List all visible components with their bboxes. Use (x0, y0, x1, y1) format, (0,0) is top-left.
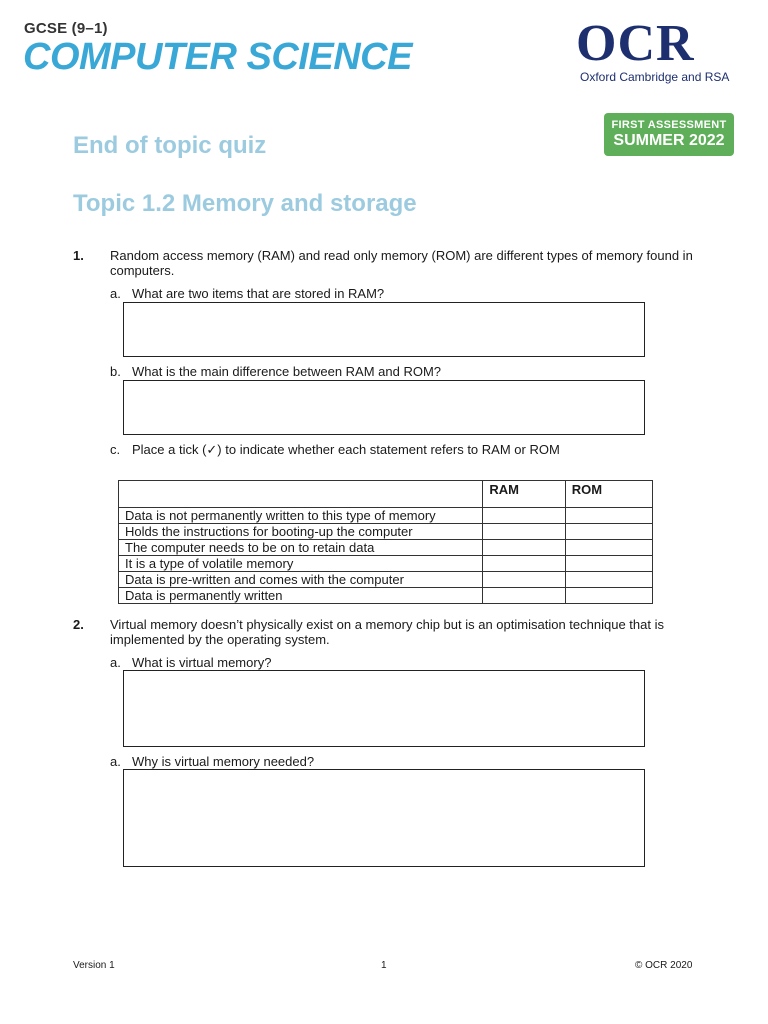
subject-title: COMPUTER SCIENCE (23, 36, 412, 78)
statement-cell: Holds the instructions for booting-up the computer (119, 524, 483, 540)
logo-tagline: Oxford Cambridge and RSA (580, 70, 730, 84)
question-2b-text: Why is virtual memory needed? (132, 754, 315, 769)
table-row (119, 540, 653, 556)
question-1b-letter: b. (110, 364, 121, 379)
question-2-text: Virtual memory doesn’t physically exist on a memory chip but is an optimisation technique that is implemented by the operating system. (110, 617, 664, 647)
answer-box-1b[interactable] (123, 380, 645, 435)
question-2a-letter: a. (110, 655, 121, 670)
footer-page-number: 1 (381, 960, 387, 971)
rom-tick-cell[interactable] (565, 524, 652, 540)
page-title: End of topic quiz (73, 132, 267, 159)
qualification-label: GCSE (9–1) (24, 20, 108, 37)
table-row (119, 572, 653, 588)
ram-tick-cell[interactable] (483, 556, 565, 572)
ram-tick-cell[interactable] (483, 508, 565, 524)
first-assessment-badge (604, 113, 734, 156)
question-1b-label (110, 364, 441, 379)
ram-tick-cell[interactable] (483, 572, 565, 588)
statement-cell: It is a type of volatile memory (119, 556, 483, 572)
question-1-number: 1. (73, 248, 84, 263)
footer-version: Version 1 (73, 960, 115, 971)
question-1a-letter: a. (110, 286, 121, 301)
rom-tick-cell[interactable] (565, 556, 652, 572)
badge-line-1: FIRST ASSESSMENT (611, 119, 727, 131)
rom-tick-cell[interactable] (565, 540, 652, 556)
table-row (119, 508, 653, 524)
statement-cell: Data is pre-written and comes with the computer (119, 572, 483, 588)
footer-copyright: © OCR 2020 (635, 960, 693, 971)
rom-tick-cell[interactable] (565, 508, 652, 524)
answer-box-1a[interactable] (123, 302, 645, 357)
table-header-statement (119, 481, 483, 508)
ram-tick-cell[interactable] (483, 524, 565, 540)
table-header-rom: ROM (565, 481, 652, 508)
ram-rom-tick-table (118, 480, 653, 604)
answer-box-2b[interactable] (123, 769, 645, 867)
table-row (119, 588, 653, 604)
question-2a-label (110, 655, 271, 670)
rom-tick-cell[interactable] (565, 572, 652, 588)
question-2b-label (110, 754, 314, 769)
table-row (119, 524, 653, 540)
topic-title: Topic 1.2 Memory and storage (73, 190, 417, 217)
logo-text: OCR (576, 15, 695, 72)
statement-cell: Data is permanently written (119, 588, 483, 604)
question-1c-letter: c. (110, 442, 121, 457)
badge-line-2: SUMMER 2022 (613, 132, 725, 149)
statement-cell: Data is not permanently written to this type of memory (119, 508, 483, 524)
statement-cell: The computer needs to be on to retain data (119, 540, 483, 556)
question-1c-text: Place a tick (✓) to indicate whether each statement refers to RAM or ROM (132, 442, 560, 457)
table-header-ram: RAM (483, 481, 565, 508)
question-2-number: 2. (73, 617, 84, 632)
question-1c-label (110, 442, 560, 458)
ram-tick-cell[interactable] (483, 588, 565, 604)
question-2b-letter: a. (110, 754, 121, 769)
table-row (119, 556, 653, 572)
ram-tick-cell[interactable] (483, 540, 565, 556)
question-1a-text: What are two items that are stored in RAM? (132, 286, 385, 301)
rom-tick-cell[interactable] (565, 588, 652, 604)
answer-box-2a[interactable] (123, 670, 645, 747)
question-1b-text: What is the main difference between RAM and ROM? (132, 364, 442, 379)
question-1a-label (110, 286, 384, 301)
question-1-text: Random access memory (RAM) and read only memory (ROM) are different types of memory found in computers. (110, 248, 693, 278)
table-header-row (119, 481, 653, 508)
question-2a-text: What is virtual memory? (132, 655, 272, 670)
ocr-logo (576, 15, 736, 84)
